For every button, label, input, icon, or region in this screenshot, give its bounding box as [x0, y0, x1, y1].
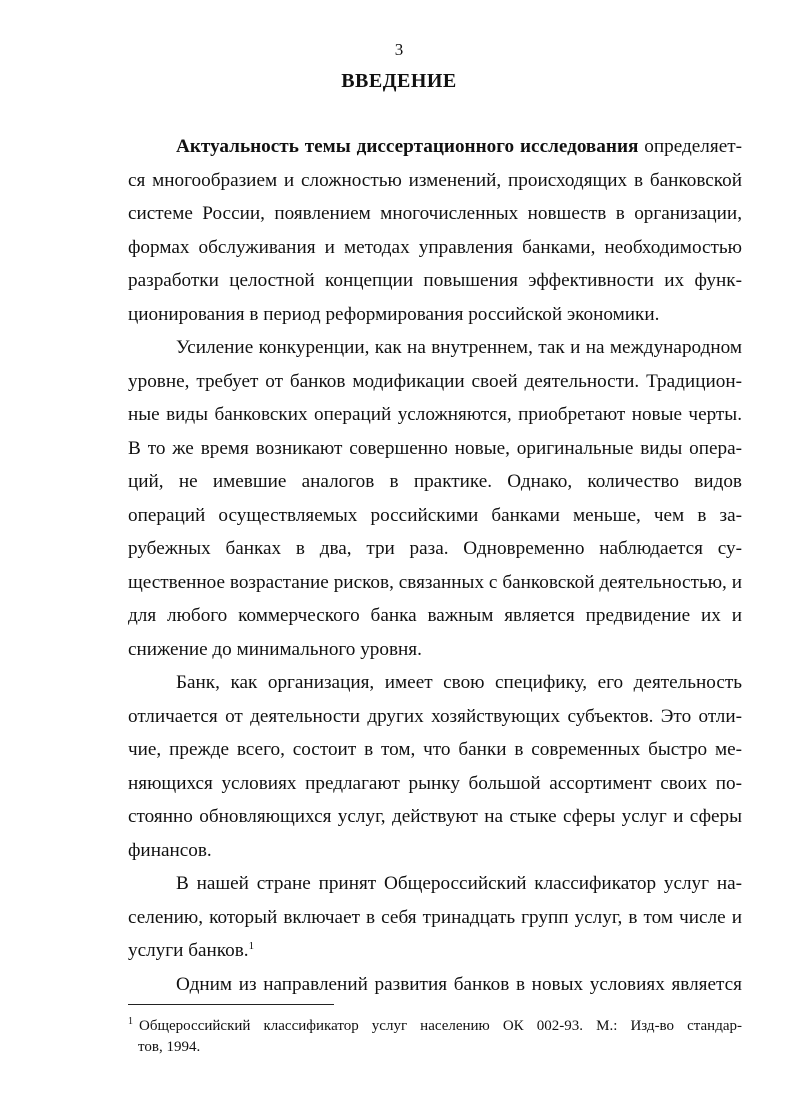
text-line: уровне, требует от банков модификации своей деятельности. Традицион-	[128, 370, 742, 392]
paragraph-competition	[128, 331, 742, 666]
text-line: для любого коммерческого банка важным является предвидение их и	[128, 605, 742, 626]
footnote-mark: 1	[128, 1016, 133, 1027]
paragraph-bank-specifics	[128, 666, 742, 867]
page-number: 3	[394, 40, 404, 59]
text-line: няющихся условиях предлагают рынку большой ассортимент своих по-	[128, 772, 742, 794]
relevance-heading-bold: Актуальность темы диссертационного исследования	[176, 136, 639, 157]
text-line: формах обслуживания и методах управления банками, необходимостью	[128, 236, 742, 258]
footnote-reference[interactable]: 1	[248, 940, 255, 952]
footnote-line: тов, 1994.	[138, 1039, 201, 1055]
text-line: финансов.	[128, 839, 212, 861]
text-line: Одним из направлений развития банков в новых условиях является	[176, 973, 742, 995]
paragraph-relevance	[128, 130, 742, 331]
text-line: Усиление конкуренции, как на внутреннем, так и на международном	[176, 337, 742, 358]
footnote-line: $^1$ Общероссийский классификатор услуг населению ОК 002-93. М.: Изд-во стандар-	[128, 1016, 742, 1034]
text-line: снижение до минимального уровня.	[128, 638, 422, 660]
text-line: отличается от деятельности других хозяйствующих субъектов. Это отли-	[128, 705, 742, 727]
footnote	[128, 1016, 742, 1058]
text-line: В то же время возникают совершенно новые, оригинальные виды опера-	[128, 437, 742, 459]
text-line: селению, который включает в себя тринадцать групп услуг, в том числе и	[128, 906, 742, 928]
text-line: ся многообразием и сложностью изменений, происходящих в банковской	[128, 169, 742, 191]
text-line: услуги банков.$^1$	[128, 940, 255, 961]
text-line: системе России, появлением многочисленных новшеств в организации,	[128, 203, 742, 224]
text-line: Банк, как организация, имеет свою специфику, его деятельность	[176, 672, 742, 693]
text-line: ные виды банковских операций усложняются, приобретают новые черты.	[128, 404, 742, 425]
body-text	[128, 130, 742, 1001]
footnote-separator	[128, 1004, 334, 1005]
text-line: чие, прежде всего, состоит в том, что банки в современных быстро ме-	[128, 739, 742, 760]
text-line: щественное возрастание рисков, связанных с банковской деятельностью, и	[128, 571, 742, 593]
text-line: В нашей стране принят Общероссийский классификатор услуг на-	[176, 873, 742, 894]
text-line: рубежных банках в два, три раза. Одновременно наблюдается су-	[128, 538, 742, 559]
text-line: ционирования в период реформирования российской экономики.	[128, 303, 660, 325]
text-line: операций осуществляемых российскими банками меньше, чем в за-	[128, 504, 742, 526]
paragraph-classifier	[128, 867, 742, 968]
paragraph-development	[128, 968, 742, 1002]
text-line: разработки целостной концепции повышения эффективности их функ-	[128, 270, 742, 291]
text-line: стоянно обновляющихся услуг, действуют на стыке сферы услуг и сферы	[128, 806, 742, 827]
text-line: ций, не имевшие аналогов в практике. Однако, количество видов	[128, 471, 742, 492]
text-line: Актуальность темы диссертационного исследования определяет-	[176, 136, 742, 157]
section-title: ВВЕДЕНИЕ	[341, 70, 457, 92]
